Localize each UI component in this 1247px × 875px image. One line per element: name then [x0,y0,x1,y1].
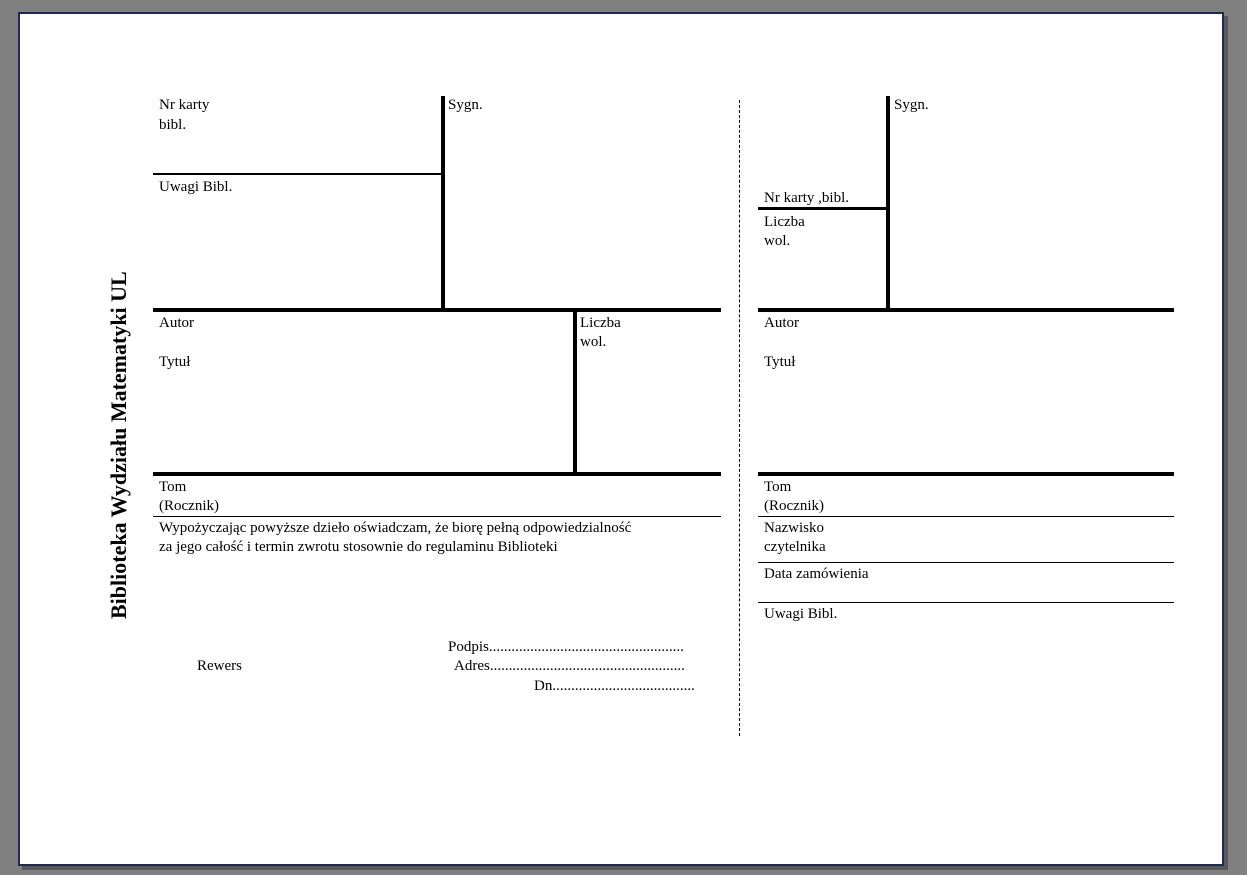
declaration-text-cont: za jego całość i termin zwrotu stosownie do regulaminu Biblioteki [159,539,558,555]
autor-label: Autor [159,315,194,331]
rewers-label: Rewers [197,658,242,674]
nr-karty-label: Nr karty [159,97,210,113]
divider [573,311,577,474]
divider [758,562,1174,563]
divider [153,173,443,175]
liczba-label: Liczba [764,214,805,230]
tom-label: Tom [159,479,187,495]
liczba-label: Liczba [580,315,621,331]
nazwisko-label: Nazwisko [764,520,824,536]
cut-line [739,100,740,736]
nr-karty-label: Nr karty ,bibl. [764,190,849,206]
dn-field: Dn...................................... [534,678,695,694]
divider [758,472,1174,476]
divider [153,308,721,312]
adres-field: Adres.................................................... [454,658,685,674]
sygn-label: Sygn. [448,97,483,113]
tytul-label: Tytuł [159,354,191,370]
data-zamowienia-label: Data zamówienia [764,566,869,582]
declaration-text: Wypożyczając powyższe dzieło oświadczam, że biorę pełną odpowiedzialność [159,520,632,536]
divider [758,207,888,210]
liczba-label-cont: wol. [764,233,791,249]
divider [441,96,445,311]
divider [758,308,1174,312]
document-page [18,12,1224,866]
uwagi-bibl-label: Uwagi Bibl. [159,179,233,195]
tytul-label: Tytuł [764,354,796,370]
rocznik-label: (Rocznik) [764,498,824,514]
liczba-label-cont: wol. [580,334,607,350]
czytelnika-label: czytelnika [764,539,826,555]
library-title: Biblioteka Wydziału Matematyki UL [106,271,131,619]
divider [153,516,721,517]
nr-karty-label-cont: bibl. [159,117,187,133]
divider [153,472,721,476]
divider [758,516,1174,517]
uwagi-bibl-label: Uwagi Bibl. [764,606,838,622]
rocznik-label: (Rocznik) [159,498,219,514]
autor-label: Autor [764,315,799,331]
divider [758,602,1174,603]
sygn-label: Sygn. [894,97,929,113]
podpis-field: Podpis.................................................... [448,639,684,655]
divider [886,96,890,311]
tom-label: Tom [764,479,792,495]
